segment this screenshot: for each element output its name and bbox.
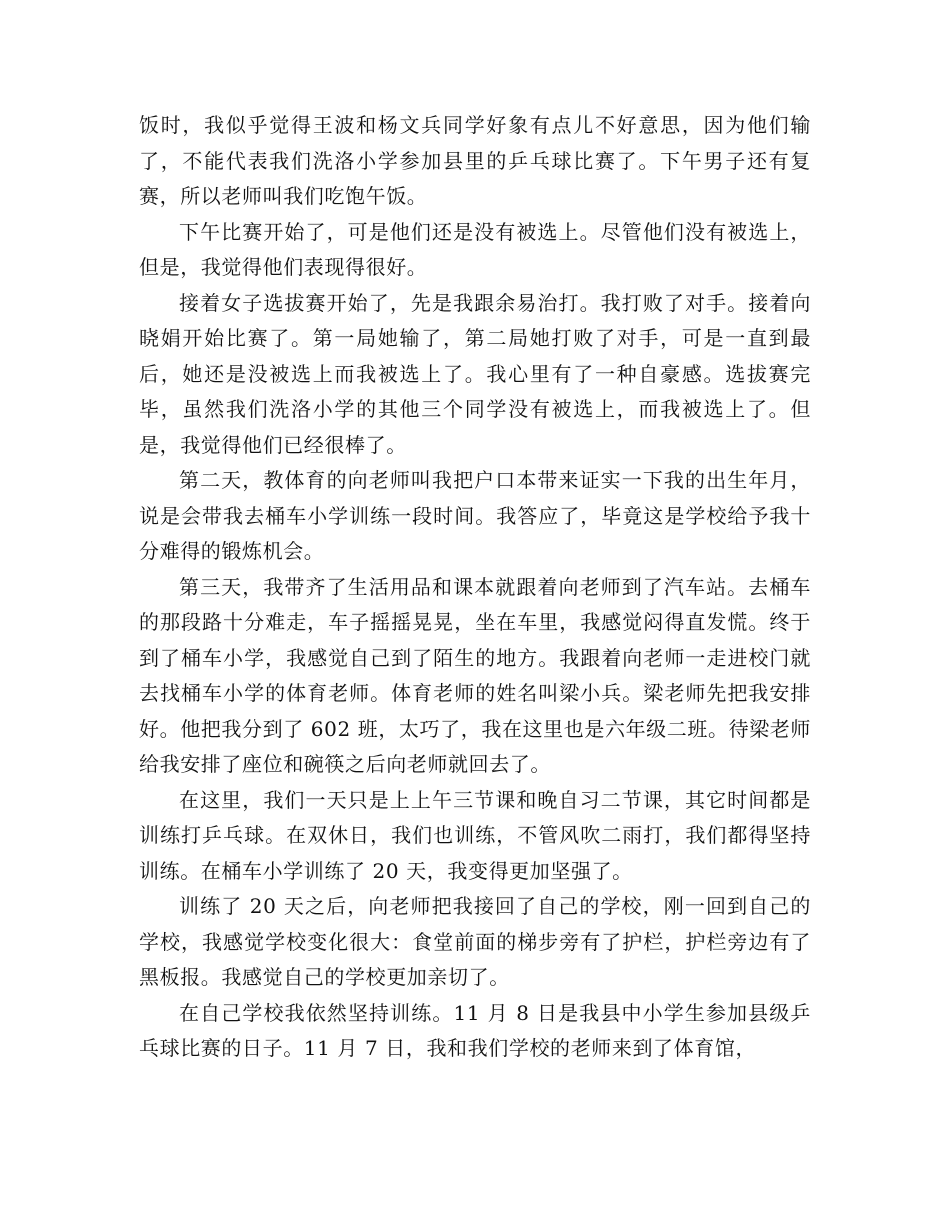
paragraph-3: 接着女子选拔赛开始了，先是我跟余易治打。我打败了对手。接着向晓娟开始比赛了。第一局她输了，第二局她打败了对手，可是一直到最后，她还是没被选上而我被选上了。我心里有了一种自豪感。选拔赛完毕，虽然我们洗洛小学的其他三个同学没有被选上，而我被选上了。但是，我觉得他们已经很棒了。	[139, 290, 811, 457]
paragraph-2: 下午比赛开始了，可是他们还是没有被选上。尽管他们没有被选上，但是，我觉得他们表现得很好。	[139, 219, 811, 279]
paragraph-6: 在这里，我们一天只是上上午三节课和晚自习二节课，其它时间都是训练打乒乓球。在双休日，我们也训练，不管风吹二雨打，我们都得坚持训练。在桶车小学训练了 20 天，我变得更加坚强了。	[139, 787, 811, 883]
document-body	[139, 108, 811, 1067]
paragraph-8: 在自己学校我依然坚持训练。11 月 8 日是我县中小学生参加县级乒乓球比赛的日子。11 月 7 日，我和我们学校的老师来到了体育馆，	[139, 1000, 811, 1060]
paragraph-4: 第二天，教体育的向老师叫我把户口本带来证实一下我的出生年月，说是会带我去桶车小学训练一段时间。我答应了，毕竟这是学校给予我十分难得的锻炼机会。	[139, 468, 811, 563]
paragraph-7: 训练了 20 天之后，向老师把我接回了自己的学校，刚一回到自己的学校，我感觉学校变化很大：食堂前面的梯步旁有了护栏，护栏旁边有了黑板报。我感觉自己的学校更加亲切了。	[139, 894, 811, 989]
paragraph-5: 第三天，我带齐了生活用品和课本就跟着向老师到了汽车站。去桶车的那段路十分难走，车子摇摇晃晃，坐在车里，我感觉闷得直发慌。终于到了桶车小学，我感觉自己到了陌生的地方。我跟着向老师一走进校门就去找桶车小学的体育老师。体育老师的姓名叫梁小兵。梁老师先把我安排好。他把我分到了 602 班，太巧了，我在这里也是六年级二班。待梁老师给我安排了座位和碗筷之后向老师就回去了。	[139, 574, 811, 776]
paragraph-1: 饭时，我似乎觉得王波和杨文兵同学好象有点儿不好意思，因为他们输了，不能代表我们洗洛小学参加县里的乒乓球比赛了。下午男子还有复赛，所以老师叫我们吃饱午饭。	[139, 113, 811, 208]
